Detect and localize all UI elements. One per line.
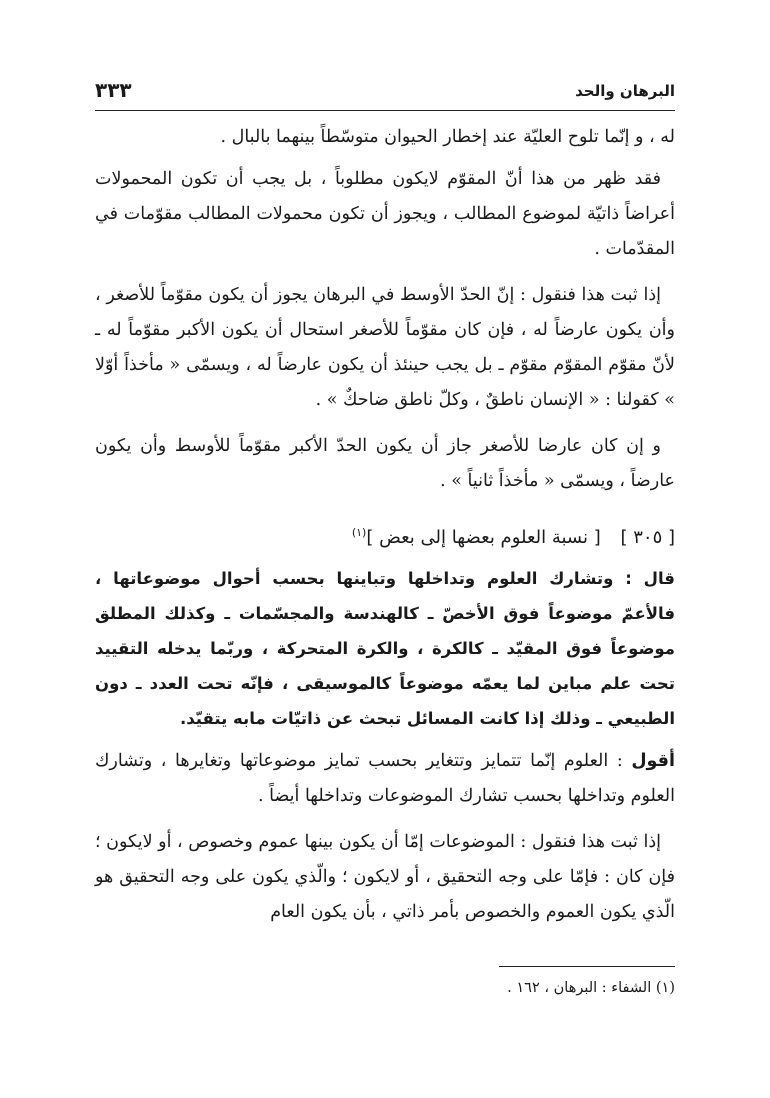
running-title: البرهان والحد [575, 82, 675, 100]
section-number: [ ٣٠٥ ] [620, 527, 675, 548]
paragraph-2: فقد ظهر من هذا أنّ المقوّم لايكون مطلوباً ، بل يجب أن تكون المحمولات أعراضاً ذاتيّة لموضوع المطالب ، ويجوز أن تكون محمولات المطالب مقوّمات في المقدّمات . [95, 169, 675, 259]
section-title: [ نسبة العلوم بعضها إلى بعض ] [366, 527, 601, 548]
page-header [95, 78, 675, 111]
section-heading [95, 521, 675, 555]
paragraph-3: إذا ثبت هذا فنقول : إنّ الحدّ الأوسط في البرهان يجوز أن يكون مقوّماً للأصغر ، وأن يكون عارضاً له ، فإن كان مقوّماً للأصغر استحال أن يكون الأكبر مقوّماً له ـ لأنّ مقوّم المقوّم مقوّم ـ بل يجب حينئذ أن يكون عارضاً له ، ويسمّى « مأخذاً أوّلا » كقولنا : « الإنسان ناطقٌ ، وكلّ ناطق ضاحكٌ » . [95, 285, 675, 410]
qala-lead-word: قال [643, 569, 675, 588]
paragraph-1: له ، و إنّما تلوح العليّة عند إخطار الحيوان متوسّطاً بينهما بالبال . [220, 127, 675, 147]
footnote: (١) الشفاء : البرهان ، ١٦٢ . [507, 980, 675, 996]
final-paragraph: إذا ثبت هذا فنقول : الموضوعات إمّا أن يكون بينها عموم وخصوص ، أو لايكون ؛ فإن كان : فإمّا على وجه التحقيق ، أو لايكون ؛ والّذي يكون على وجه التحقيق هو الّذي يكون العموم والخصوص بأمر ذاتي ، بأن يكون العام [95, 832, 675, 922]
aqulu-lead-word: أقول [631, 751, 675, 771]
aqulu-paragraph [95, 744, 675, 814]
footnote-divider [499, 966, 675, 967]
page-number: ٣٣٣ [95, 78, 132, 102]
qala-paragraph [95, 561, 675, 736]
footnote-marker: (١) [351, 526, 367, 539]
paragraph-4: و إن كان عارضا للأصغر جاز أن يكون الحدّ الأكبر مقوّماً للأوسط وأن يكون عارضاً ، ويسمّى « مأخذاً ثانياً » . [95, 436, 675, 491]
aqulu-text: : العلوم إنّما تتمايز وتتغاير بحسب تمايز موضوعاتها وتغايرها ، وتشارك العلوم وتداخلها بحسب تشارك الموضوعات وتداخلها أيضاً . [95, 751, 675, 806]
qala-text: : وتشارك العلوم وتداخلها وتباينها بحسب أحوال موضوعاتها ، فالأعمّ موضوعاً فوق الأخصّ ـ كالهندسة والمجسّمات ـ وكذلك المطلق موضوعاً فوق المقيّد ـ كالكرة ، والكرة المتحركة ، وربّما يدخله التقييد تحت علم مباين لما يعمّه موضوعاً كالموسيقى ، فإنّه تحت العدد ـ دون الطبيعي ـ وذلك إذا كانت المسائل تبحث عن ذاتيّات مابه يتقيّد. [95, 569, 675, 728]
page-body [95, 120, 675, 941]
